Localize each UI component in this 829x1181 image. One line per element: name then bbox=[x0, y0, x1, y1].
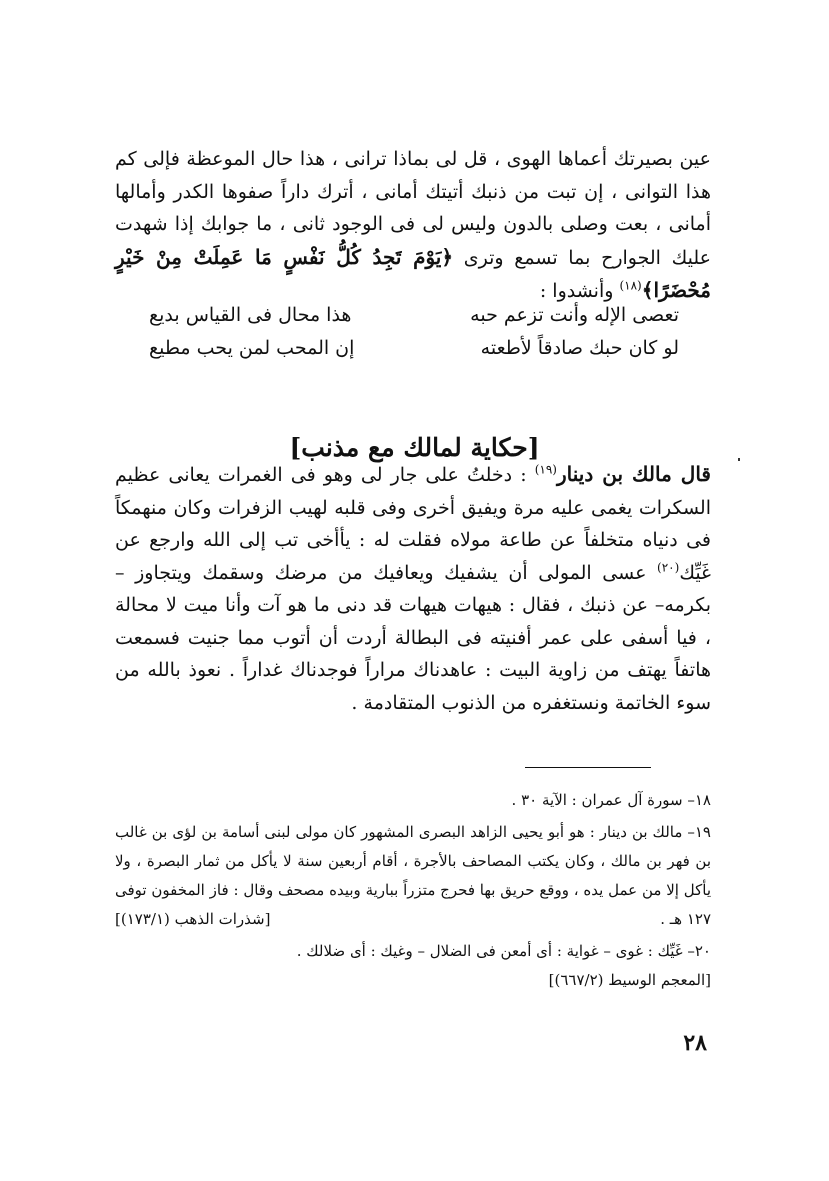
hemistich-2b: إن المحب لمن يحب مطيع bbox=[149, 337, 355, 359]
intro-paragraph bbox=[115, 143, 711, 308]
footnote-20-text: ٢٠– غَيِّك : غوى – غواية : أى أمعن فى الضلال – وغيك : أى ضلالك . bbox=[296, 942, 711, 960]
hemistich-1a: تعصى الإله وأنت تزعم حبه bbox=[470, 304, 679, 326]
footnote-19 bbox=[115, 818, 711, 934]
hemistich-1b: هذا محال فى القياس بديع bbox=[149, 304, 352, 326]
footnote-19-text: ١٩– مالك بن دينار : هو أبو يحيى الزاهد البصرى المشهور كان مولى لبنى أسامة بن لؤى بن غالب بن فهر بن مالك ، وكان يكتب المصاحف بالأجرة ، أقام أربعين سنة لا يأكل من ثمار البصرة ، ولا يأكل إلا من عمل يده ، ووقع حريق بها فحرج متزراً ببارية وبيده مصحف وقال : فاز المخفون توفى ١٢٧ هـ . bbox=[115, 823, 711, 928]
poem-line-2 bbox=[149, 337, 679, 371]
footnote-divider bbox=[525, 767, 651, 768]
story-text: : دخلتُ على جار لى وهو فى الغمرات يعانى عظيم السكرات يغمى عليه مرة ويفيق أخرى وفى قلبه لهيب الزفرات وكان منهمكاً فى دنياه متخلفاً عن طاعة مولاه فقلت له : يأأخى تب إلى الله وارجع عن غَيِّك bbox=[115, 464, 711, 584]
section-heading: [حكاية لمالك مع مذنب] bbox=[289, 433, 540, 462]
footnote-ref-20: (٢٠) bbox=[657, 560, 680, 575]
footnote-ref-18: (١٨) bbox=[619, 278, 642, 293]
poem-line-1 bbox=[149, 304, 679, 338]
page-number: ٢٨ bbox=[683, 1030, 707, 1056]
footnote-19-source: [شذرات الذهب (١٧٣/١)] bbox=[115, 910, 271, 928]
footnote-20 bbox=[115, 937, 711, 995]
story-paragraph bbox=[115, 458, 711, 719]
footnote-18: ١٨– سورة آل عمران : الآية ٣٠ . bbox=[511, 791, 711, 809]
story-intro: قال مالك بن دينار bbox=[556, 462, 711, 486]
intro-text-end: وأنشدوا : bbox=[539, 280, 620, 302]
page-speck bbox=[738, 458, 740, 461]
quran-verse: ﴿يَوْمَ تَجِدُ كُلُّ نَفْسٍ مَا عَمِلَتْ مِنْ خَيْرٍ مُحْضَرًا﴾ bbox=[115, 244, 711, 302]
story-text-end: عسى المولى أن يشفيك ويعافيك من مرضك وسقمك ويتجاوز –بكرمه– عن ذنبك ، فقال : هيهات هيهات قد دنى ما هو آت وأنا ميت لا محالة ، فيا أسفى على عمر أفنيته فى البطالة أردت أن أتوب مما جنيت فسمعت هاتفاً يهتف من زاوية البيت : عاهدناك مراراً فوجدناك غداراً . نعوذ بالله من سوء الخاتمة ونستغفره من الذنوب المتقادمة . bbox=[115, 561, 711, 714]
footnote-ref-19: (١٩) bbox=[534, 462, 557, 477]
intro-text: عين بصيرتك أعماها الهوى ، قل لى بماذا ترانى ، هذا حال الموعظة فإلى كم هذا التوانى ، إن تبت من ذنبك أتيتك أمانى ، أترك داراً صفوها الكدر وأمالها أمانى ، بعت وصلى بالدون وليس لى فى الوجود ثانى ، ما جوابك إذا شهدت عليك الجوارح بما تسمع وترى bbox=[115, 148, 711, 269]
hemistich-2a: لو كان حبك صادقاً لأطعته bbox=[480, 337, 679, 359]
footnote-20-source: [المعجم الوسيط (٦٦٧/٢)] bbox=[548, 971, 711, 989]
